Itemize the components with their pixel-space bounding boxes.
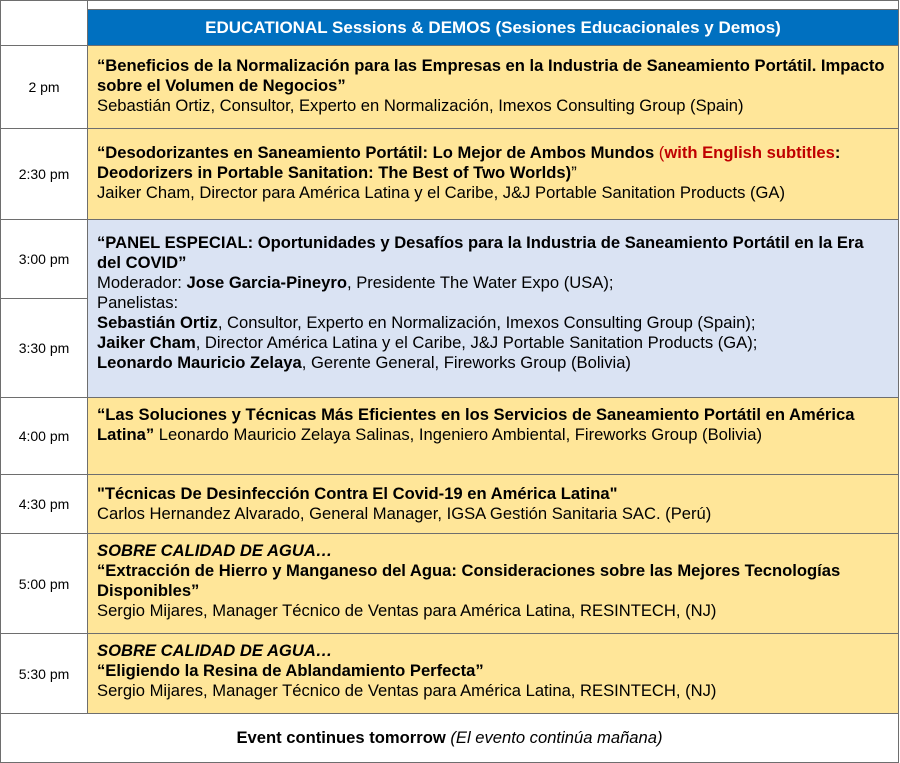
panelist-affiliation: , Consultor, Experto en Normalización, Imexos Consulting Group (Spain); (217, 313, 756, 332)
session-title: “Las Soluciones y Técnicas Más Eficientes en los Servicios de Saneamiento Portátil en América Latina” (97, 405, 855, 444)
panelist-name: Leonardo Mauricio Zelaya (97, 353, 302, 372)
english-subtitles-note: with English subtitles (664, 143, 835, 162)
time-cell: 4:00 pm (0, 397, 88, 475)
session-speaker: Sergio Mijares, Manager Técnico de Ventas para América Latina, RESINTECH, (NJ) (97, 681, 717, 700)
session-cell (87, 474, 899, 534)
session-cell (87, 397, 899, 475)
session-speaker: Carlos Hernandez Alvarado, General Manager, IGSA Gestión Sanitaria SAC. (Perú) (97, 504, 712, 523)
session-cell (87, 45, 899, 129)
time-cell: 3:00 pm (0, 219, 88, 299)
panelist-name: Sebastián Ortiz (97, 313, 218, 332)
session-topic: SOBRE CALIDAD DE AGUA… (97, 541, 333, 560)
session-title: “Eligiendo la Resina de Ablandamiento Perfecta” (97, 661, 484, 680)
moderator-affiliation: , Presidente The Water Expo (USA); (346, 273, 614, 292)
panelist-affiliation: , Director América Latina y el Caribe, J&J Portable Sanitation Products (GA); (195, 333, 758, 352)
note-open: ( (654, 143, 665, 162)
footer-italic: (El evento continúa mañana) (445, 728, 663, 747)
session-cell (87, 533, 899, 634)
time-cell: 5:00 pm (0, 533, 88, 634)
panelists-label: Panelistas: (97, 293, 179, 312)
section-header: EDUCATIONAL Sessions & DEMOS (Sesiones Educacionales y Demos) (87, 9, 899, 46)
session-speaker: Sebastián Ortiz, Consultor, Experto en Normalización, Imexos Consulting Group (Spain) (97, 96, 744, 115)
corner-cell (0, 0, 88, 46)
session-cell (87, 128, 899, 220)
footer-note (0, 713, 899, 763)
close-quote: ” (571, 163, 577, 182)
moderator-label: Moderador: (97, 273, 187, 292)
session-title: “Desodorizantes en Saneamiento Portátil: Lo Mejor de Ambos Mundos (97, 143, 655, 162)
session-title-english: : Deodorizers in Portable Sanitation: The Best of Two Worlds) (97, 143, 841, 182)
time-cell: 4:30 pm (0, 474, 88, 534)
time-cell: 3:30 pm (0, 298, 88, 398)
session-title: "Técnicas De Desinfección Contra El Covid-19 en América Latina" (97, 484, 618, 503)
session-speaker: Jaiker Cham, Director para América Latina y el Caribe, J&J Portable Sanitation Products (GA) (97, 183, 786, 202)
time-cell: 5:30 pm (0, 633, 88, 714)
time-cell: 2 pm (0, 45, 88, 129)
session-title: “Beneficios de la Normalización para las Empresas en la Industria de Saneamiento Portátil. Impacto sobre el Volumen de Negocios” (97, 56, 885, 95)
session-speaker: Sergio Mijares, Manager Técnico de Ventas para América Latina, RESINTECH, (NJ) (97, 601, 717, 620)
session-speaker: Leonardo Mauricio Zelaya Salinas, Ingeniero Ambiental, Fireworks Group (Bolivia) (154, 425, 762, 444)
footer-bold: Event continues tomorrow (236, 728, 446, 747)
panel-session-cell (87, 219, 899, 398)
session-title: “Extracción de Hierro y Manganeso del Agua: Consideraciones sobre las Mejores Tecnologías Disponibles” (97, 561, 841, 600)
moderator-name: Jose Garcia-Pineyro (186, 273, 347, 292)
time-cell: 2:30 pm (0, 128, 88, 220)
session-title: “PANEL ESPECIAL: Oportunidades y Desafíos para la Industria de Saneamiento Portátil en la Era del COVID” (97, 233, 864, 272)
panelist-affiliation: , Gerente General, Fireworks Group (Bolivia) (301, 353, 631, 372)
panelist-name: Jaiker Cham (97, 333, 196, 352)
session-topic: SOBRE CALIDAD DE AGUA… (97, 641, 333, 660)
session-cell (87, 633, 899, 714)
